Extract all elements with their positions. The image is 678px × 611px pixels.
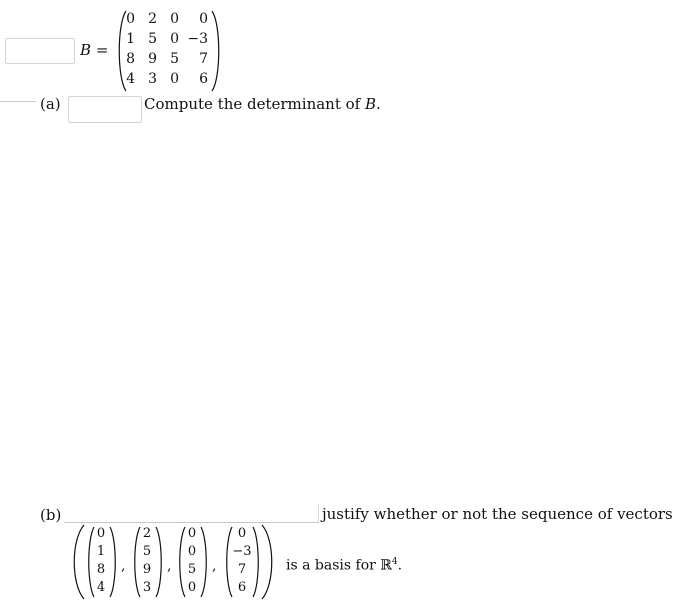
part-a-period: . (376, 95, 381, 113)
matrix-cell: 9 (148, 51, 157, 67)
vector-entry: 5 (187, 562, 197, 577)
vector-entry: 5 (142, 544, 152, 559)
vector-separator: , (212, 558, 217, 574)
part-a-label: (a) (40, 95, 61, 113)
vector-entry: 9 (142, 562, 152, 577)
vector-entry: 1 (96, 544, 106, 559)
matrix-right-paren (210, 10, 222, 92)
matrix-cell: 5 (148, 31, 157, 47)
answer-line-b-end (318, 504, 319, 523)
answer-line-b[interactable] (64, 522, 318, 523)
matrix-cell: 3 (148, 71, 157, 87)
basis-period: . (397, 557, 403, 574)
matrix-cell: 6 (199, 71, 208, 87)
basis-text: is a basis for (286, 557, 381, 574)
part-a-prompt (144, 95, 381, 113)
matrix-cell: 5 (170, 51, 179, 67)
basis-statement (286, 553, 402, 575)
matrix-label (80, 41, 108, 59)
matrix-cell: 0 (170, 71, 179, 87)
vector-entry: 0 (96, 526, 106, 541)
vector-entry: 4 (96, 580, 106, 595)
vector-entry: −3 (232, 544, 252, 559)
part-b-label: (b) (40, 506, 62, 524)
matrix-cell: 7 (199, 51, 208, 67)
part-a-text: Compute the determinant of (144, 95, 365, 113)
matrix-cell: 2 (148, 11, 157, 27)
matrix-cell: 1 (126, 31, 135, 47)
vector-entry: 3 (142, 580, 152, 595)
part-a-variable: B (365, 95, 377, 113)
vector-entry: 6 (237, 580, 247, 595)
matrix-name: B (80, 41, 92, 59)
answer-box-a[interactable] (68, 96, 142, 123)
real-numbers-symbol: ℝ (380, 557, 392, 574)
vector-entry: 7 (237, 562, 247, 577)
vector-entry: 0 (187, 580, 197, 595)
matrix-equals: = (95, 41, 109, 59)
part-b-prompt: justify whether or not the sequence of vectors (322, 505, 673, 523)
vector-entry: 2 (142, 526, 152, 541)
vector-entry: 0 (237, 526, 247, 541)
matrix-cell: 8 (126, 51, 135, 67)
matrix-cell: 0 (199, 11, 208, 27)
matrix-cell: 4 (126, 71, 135, 87)
matrix-cell: 0 (170, 11, 179, 27)
matrix-cell: 0 (126, 11, 135, 27)
matrix-cell: 0 (170, 31, 179, 47)
vector-entry: 0 (187, 544, 197, 559)
separator-line-a (0, 101, 36, 102)
vector-separator: , (167, 558, 172, 574)
vector-entry: 8 (96, 562, 106, 577)
sequence-left-paren (70, 524, 86, 600)
vector-separator: , (121, 558, 126, 574)
vector-entry: 0 (187, 526, 197, 541)
dimension-exponent: 4 (391, 557, 398, 567)
answer-box-top[interactable] (5, 38, 75, 64)
matrix-cell: −3 (187, 31, 208, 47)
sequence-right-paren (260, 524, 276, 600)
